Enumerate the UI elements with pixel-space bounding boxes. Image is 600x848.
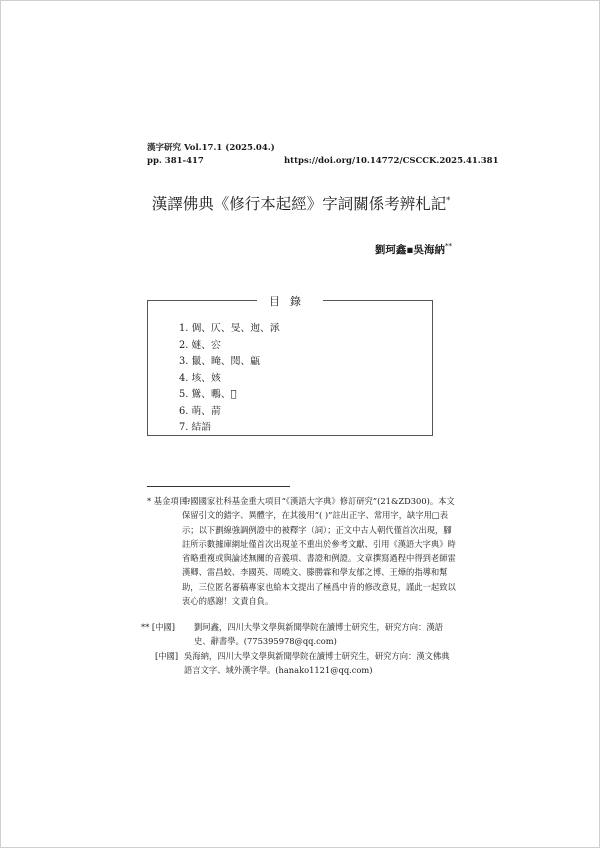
toc-item[interactable]: 3. 鬛、䁆、䦎、甂 — [179, 356, 261, 367]
authors-footnote-marker[interactable]: ** — [445, 242, 452, 251]
paper-title-text: 漢譯佛典《修行本起經》字詞關係考辨札記 — [151, 195, 447, 213]
fund-footnote-marker: * 基金項目: — [147, 496, 190, 506]
author1-footnote-paragraph: 劉珂鑫，四川大學文學與新聞學院在讀博士研究生，研究方向：漢語史、辭書學。(775395978@qq.com) — [194, 622, 443, 647]
author1-footnote-text — [194, 620, 456, 649]
title-footnote-marker[interactable]: * — [446, 195, 451, 205]
toc-item[interactable]: 2. 㜆、㝐 — [179, 339, 221, 351]
author1-footnote-marker: ** [中國] — [141, 622, 176, 632]
fund-footnote-text — [182, 494, 456, 608]
toc-item[interactable]: 4. 垓、姟 — [179, 372, 221, 384]
page-range: pp. 381-417 — [147, 156, 204, 166]
page-range-row — [147, 156, 499, 167]
doi-link[interactable]: https://doi.org/10.14772/CSCCK.2025.41.381 — [284, 156, 499, 166]
toc-list — [179, 321, 280, 437]
toc-item[interactable]: 6. 萌、葥 — [179, 405, 221, 417]
toc-item[interactable]: 7. 結語 — [179, 422, 212, 433]
footnote-divider — [147, 486, 290, 487]
author2-footnote-text — [184, 649, 456, 678]
toc-item[interactable]: 1. 倜、仄、旻、迿、㴍 — [179, 323, 280, 334]
fund-footnote-paragraph: 中國國家社科基金重大項目“《漢語大字典》修訂研究”(21&ZD300)。本文保留引文的錯字、異體字，在其後用“( )”註出正字、常用字，缺字用□表示；以下劃線強調例證中的被釋字（詞）；正文中古人朝代僅首次出現，腳註所示數據庫網址僅首次出現並不重出於參考文獻、引用《漢語大字典》時省略重複或與論述無關的音義項、書證和例證。文章撰寫過程中得到老師雷漢卿、雷昌蛟、李國英、周曉文、滕勝霖和學友郁之博、王燁的指導和幫助，三位匿名審稿專家也給本文提出了極爲中肯的修改意見，謹此一起致以衷心的感謝！文責自負。 — [182, 496, 456, 607]
journal-header: 漢字研究 Vol.17.1 (2025.04.) — [147, 143, 275, 153]
table-of-contents — [147, 295, 433, 436]
authors-line — [375, 242, 452, 257]
author2-footnote-marker: [中國] — [155, 651, 179, 661]
toc-item[interactable]: 5. 䳷、䳟、𦫵 — [179, 389, 237, 400]
paper-title — [1, 192, 600, 214]
author2-footnote-paragraph: 吳海納，四川大學文學與新聞學院在讀博士研究生，研究方向：漢文佛典語言文字、域外漢字學。(hanako1121@qq.com) — [184, 651, 450, 676]
authors-names: 劉珂鑫▪吳海納 — [374, 244, 445, 256]
toc-heading: 目錄 — [257, 293, 323, 309]
